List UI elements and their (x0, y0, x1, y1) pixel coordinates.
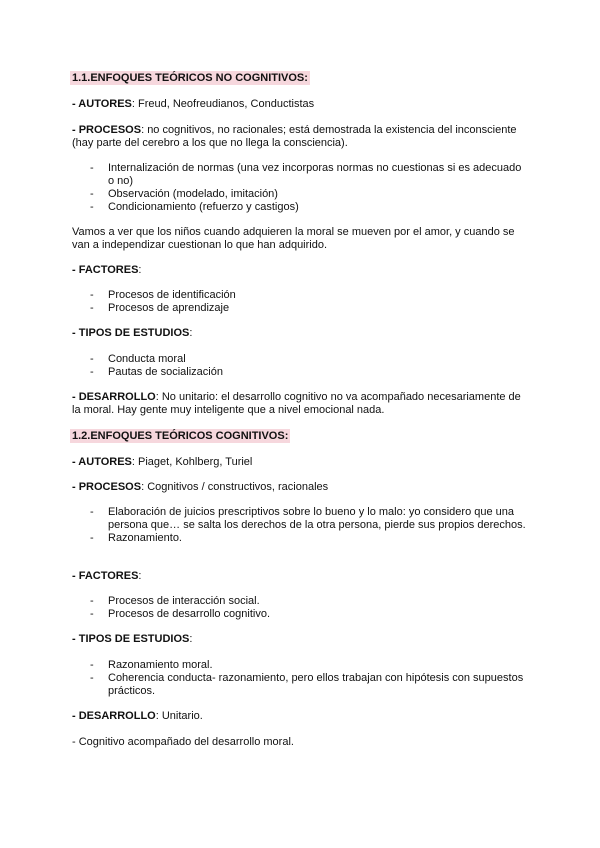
section-2-procesos-list (90, 506, 530, 545)
section-1-title: 1.1.ENFOQUES TEÓRICOS NO COGNITIVOS: (72, 72, 308, 84)
autores-label: - AUTORES (72, 98, 132, 110)
section-1-autores (72, 98, 532, 111)
list-item: - Coherencia conducta- razonamiento, pero ellos trabajan con hipótesis con supuestos prácticos. (90, 672, 524, 697)
list-item: - Procesos de interacción social. (90, 595, 260, 607)
list-item: - Condicionamiento (refuerzo y castigos) (90, 201, 299, 213)
section-2-autores: - AUTORES: Piaget, Kohlberg, Turiel (72, 456, 253, 468)
list-item: - Procesos de identificación (90, 289, 236, 301)
list-item: - Pautas de socialización (90, 366, 223, 378)
section-2-tipos-list (90, 659, 530, 698)
list-item: - Observación (modelado, imitación) (90, 188, 278, 200)
section-2-procesos: - PROCESOS: Cognitivos / constructivos, racionales (72, 481, 329, 493)
section-2-tipos: - TIPOS DE ESTUDIOS: (72, 633, 193, 645)
section-2-factores-list (90, 595, 530, 621)
section-1-tipos-list (90, 353, 530, 379)
section-1-factores-list (90, 289, 530, 315)
section-2-title: 1.2.ENFOQUES TEÓRICOS COGNITIVOS: (72, 430, 289, 442)
section-1-procesos (72, 124, 532, 150)
list-item: - Razonamiento moral. (90, 659, 213, 671)
section-1-note: Vamos a ver que los niños cuando adquieren la moral se mueven por el amor, y cuando se van a independizar cuestionan lo que han adquirido. (72, 226, 515, 251)
section-2-closing: - Cognitivo acompañado del desarrollo moral. (72, 736, 294, 748)
procesos-label: - PROCESOS (72, 124, 142, 136)
section-1-desarrollo: - DESARROLLO: No unitario: el desarrollo cognitivo no va acompañado necesariamente de la moral. Hay gente muy inteligente que a nivel emocional nada. (72, 391, 521, 416)
list-item: - Procesos de aprendizaje (90, 302, 230, 314)
list-item: - Razonamiento. (90, 532, 182, 544)
section-2-desarrollo: - DESARROLLO: Unitario. (72, 710, 203, 722)
list-item: - Conducta moral (90, 353, 186, 365)
section-1-factores: - FACTORES: (72, 264, 142, 276)
procesos-text: : no cognitivos, no racionales; está demostrada la existencia del inconsciente (hay parte del cerebro a los que no llega la consciencia). (72, 124, 517, 149)
section-1-tipos: - TIPOS DE ESTUDIOS: (72, 327, 193, 339)
autores-text: : Freud, Neofreudianos, Conductistas (131, 98, 315, 110)
list-item: - Internalización de normas (una vez incorporas normas no cuestionas si es adecuado o no) (90, 162, 522, 187)
section-1-procesos-list (90, 162, 530, 214)
section-2-factores: - FACTORES: (72, 570, 142, 582)
list-item: - Procesos de desarrollo cognitivo. (90, 608, 271, 620)
list-item: - Elaboración de juicios prescriptivos sobre lo bueno y lo malo: yo considero que una persona que… se salta los derechos de la otra persona, pierde sus propios derechos. (90, 506, 526, 531)
